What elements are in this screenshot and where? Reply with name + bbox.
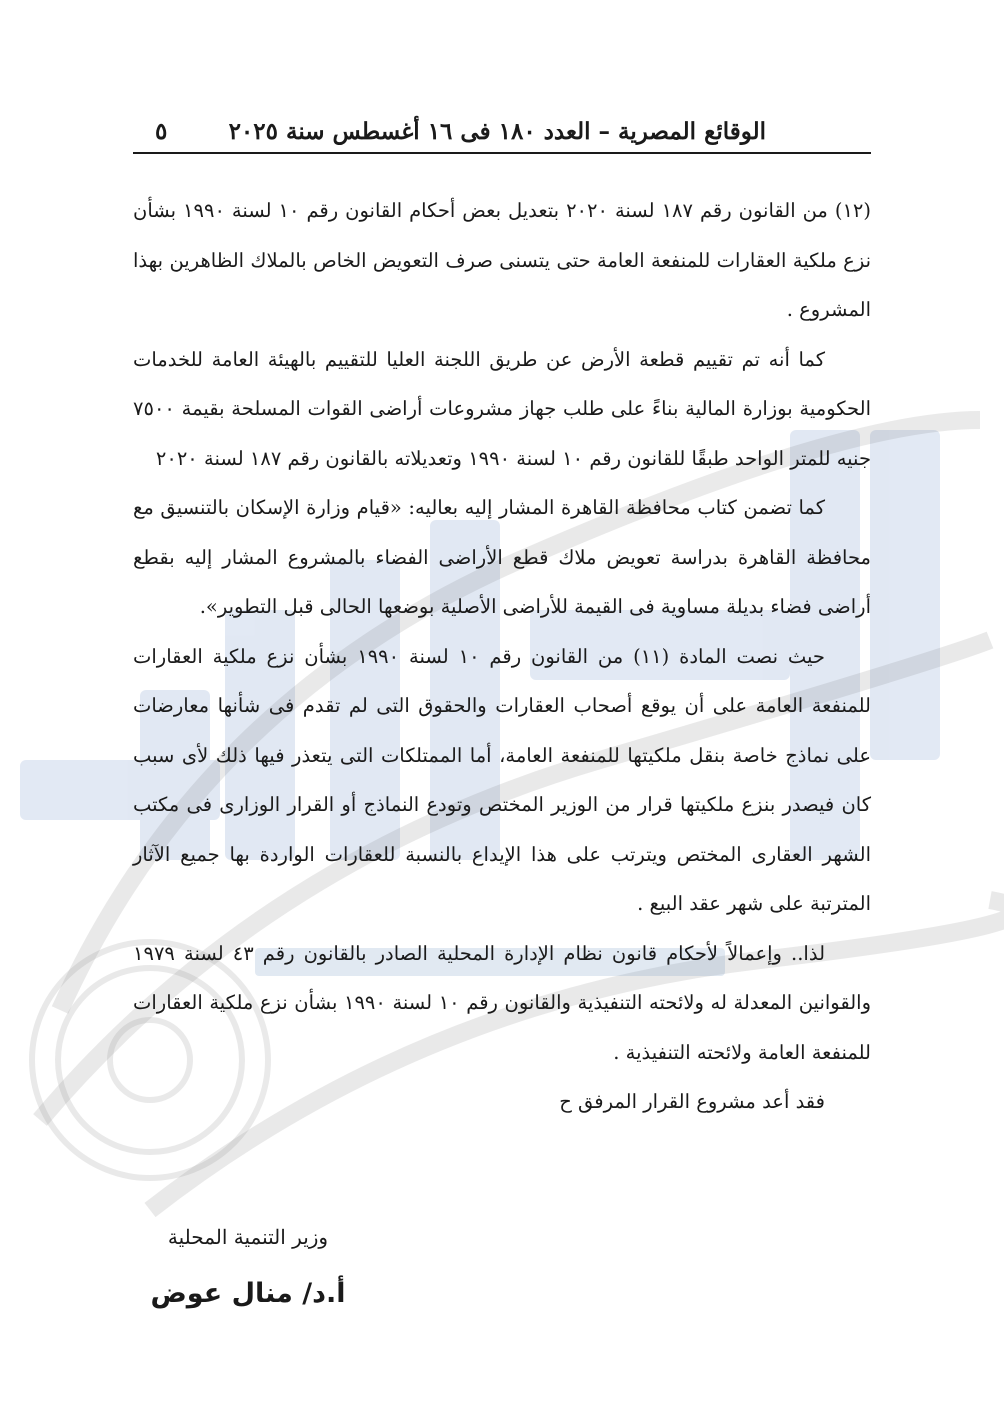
signatory-name: أ.د/ منال عوض xyxy=(150,1278,346,1309)
paragraph-1: (١٢) من القانون رقم ١٨٧ لسنة ٢٠٢٠ بتعديل بعض أحكام القانون رقم ١٠ لسنة ١٩٩٠ بشأن نزع ملكية العقارات للمنفعة العامة حتى يتسنى صرف التعويض الخاص بالملاك الظاهرين بهذا المشروع . xyxy=(133,199,871,321)
paragraph-6: فقد أعد مشروع القرار المرفق ‌ح xyxy=(559,1090,825,1113)
document-body xyxy=(133,186,871,1127)
gazette-title: الوقائع المصرية – العدد ١٨٠ فى ١٦ أغسطس سنة ٢٠٢٥ xyxy=(228,118,766,145)
page-number: ٥ xyxy=(155,118,168,145)
signature-block xyxy=(148,1222,348,1309)
paragraph-2: كما أنه تم تقييم قطعة الأرض عن طريق اللجنة العليا للتقييم بالهيئة العامة للخدمات الحكومية بوزارة المالية بناءً على طلب جهاز مشروعات أراضى القوات المسلحة بقيمة ٧٥٠٠ جنيه للمتر الواحد طبقًا للقانون رقم ١٠ لسنة ١٩٩٠ وتعديلاته بالقانون رقم ١٨٧ لسنة ٢٠٢٠ xyxy=(133,347,871,470)
page-header xyxy=(133,112,871,154)
signatory-title: وزير التنمية المحلية xyxy=(167,1225,329,1249)
paragraph-3: كما تضمن كتاب محافظة القاهرة المشار إليه بعاليه: «قيام وزارة الإسكان بالتنسيق مع محافظة القاهرة بدراسة تعويض ملاك قطع الأراضى الفضاء بالمشروع المشار إليه بقطع أراضى فضاء بديلة مساوية فى القيمة للأراضى الأصلية بوضعها الحالى قبل التطوير». xyxy=(133,496,871,618)
paragraph-5: لذا.. وإعمالاً لأحكام قانون نظام الإدارة المحلية الصادر بالقانون رقم ٤٣ لسنة ١٩٧٩ والقوانين المعدلة له ولائحته التنفيذية والقانون رقم ١٠ لسنة ١٩٩٠ بشأن نزع ملكية العقارات للمنفعة العامة ولائحته التنفيذية . xyxy=(133,941,872,1064)
paragraph-4: حيث نصت المادة (١١) من القانون رقم ١٠ لسنة ١٩٩٠ بشأن نزع ملكية العقارات للمنفعة العامة على أن يوقع أصحاب العقارات والحقوق التى لم تقدم فى شأنها معارضات على نماذج خاصة بنقل ملكيتها للمنفعة العامة، أما الممتلكات التى يتعذر فيها ذلك لأى سبب كان فيصدر بنزع ملكيتها قرار من الوزير المختص وتودع النماذج أو القرار الوزارى فى مكتب الشهر العقارى المختص ويترتب على هذا الإيداع بالنسبة للعقارات الواردة بها جميع الآثار المترتبة على شهر عقد البيع . xyxy=(133,644,871,915)
